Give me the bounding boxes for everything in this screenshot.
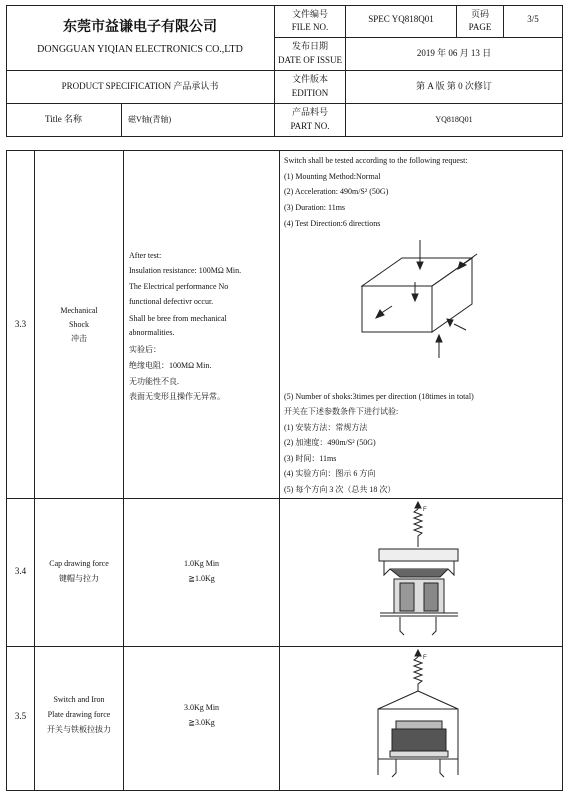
- item-name-line: 冲击: [71, 334, 87, 343]
- part-no-label-en: PART NO.: [290, 121, 330, 131]
- spec-text-line: ≧3.0Kg: [188, 718, 215, 727]
- item-number: 3.3: [14, 319, 27, 329]
- spec-text-line: abnormalities.: [129, 328, 175, 337]
- method-text-line: (1) 安装方法：常规方法: [284, 423, 368, 432]
- method-text-line: (4) 实验方向：图示 6 方向: [284, 469, 376, 478]
- method-text-line: (3) 时间：11ms: [284, 454, 337, 463]
- date-label-cn: 发布日期: [291, 41, 328, 51]
- company-name-en: DONGGUAN YIQIAN ELECTRONICS CO.,LTD: [37, 44, 243, 55]
- spec-text-line: 表面无变形且操作无异常。: [129, 392, 225, 401]
- spec-text-line: 无功能性不良.: [129, 377, 179, 386]
- file-no-label-cn: 文件编号: [291, 9, 328, 19]
- edition-value: 第 A 版 第 0 次修订: [416, 81, 492, 91]
- part-no-value: YQ818Q01: [435, 115, 473, 124]
- product-spec-title: PRODUCT SPECIFICATION 产品承认书: [61, 81, 219, 91]
- spec-text-line: 绝缘电阻：100MΩ Min.: [129, 361, 212, 370]
- shock-direction-diagram: [280, 236, 562, 360]
- force-label: F: [423, 507, 427, 513]
- item-name-line: Plate drawing force: [47, 710, 111, 719]
- spec-text-line: ≧1.0Kg: [188, 574, 215, 583]
- method-text-line: (2) Acceleration: 490m/S² (50G): [284, 187, 389, 196]
- spec-text-line: After test:: [129, 251, 162, 260]
- item-number: 3.5: [14, 711, 27, 721]
- item-name-line: Mechanical: [60, 306, 98, 315]
- method-text-line: (5) 每个方向 3 次（总共 18 次）: [284, 485, 396, 494]
- title-label: Title 名称: [45, 114, 82, 124]
- page-value: 3/5: [527, 14, 539, 24]
- spec-text-line: The Electrical performance No: [129, 282, 229, 291]
- spec-text-line: 3.0Kg Min: [183, 703, 220, 712]
- item-name-line: 开关与铁板拉拔力: [47, 725, 111, 734]
- method-text-line: Switch shall be tested according to the following request:: [284, 156, 468, 165]
- page-label-cn: 页码: [470, 9, 489, 19]
- item-name-line: Cap drawing force: [49, 559, 109, 568]
- part-no-label-cn: 产品料号: [291, 107, 328, 117]
- spec-text-line: Insulation resistance: 100MΩ Min.: [129, 266, 242, 275]
- force-label: F: [423, 655, 427, 661]
- date-value: 2019 年 06 月 13 日: [416, 48, 492, 58]
- date-label-en: DATE OF ISSUE: [277, 55, 342, 65]
- method-text-line: (2) 加速度：490m/S² (50G): [284, 438, 376, 447]
- company-name-cn: 东莞市益谦电子有限公司: [63, 19, 217, 35]
- file-no-value: SPEC YQ818Q01: [368, 14, 434, 24]
- cap-pull-test-figure: [280, 499, 562, 646]
- method-text-line: (1) Mounting Method:Normal: [284, 172, 381, 181]
- edition-label-en: EDITION: [291, 88, 329, 98]
- plate-pull-test-figure: [280, 647, 562, 790]
- spec-text-line: Shall be bree from mechanical: [129, 314, 227, 323]
- spec-text-line: 1.0Kg Min: [183, 559, 220, 568]
- item-name-line: 键帽与拉力: [59, 574, 99, 583]
- method-text-line: 开关在下述参数条件下进行试验:: [284, 407, 399, 416]
- method-text-line: (5) Number of shoks:3times per direction (18times in total): [284, 392, 474, 401]
- page-label-en: PAGE: [468, 22, 492, 32]
- edition-label-cn: 文件版本: [291, 74, 328, 84]
- method-text-line: (4) Test Direction:6 directions: [284, 219, 381, 228]
- title-value: 磁V轴(青轴): [128, 115, 172, 124]
- method-text-line: (3) Duration: 11ms: [284, 203, 346, 212]
- item-name-line: Switch and Iron: [53, 695, 105, 704]
- spec-text-line: functional defectivr occur.: [129, 297, 214, 306]
- file-no-label-en: FILE NO.: [291, 22, 329, 32]
- item-name-line: Shock: [69, 320, 89, 329]
- spec-text-line: 实验后：: [129, 345, 161, 354]
- item-number: 3.4: [14, 566, 27, 576]
